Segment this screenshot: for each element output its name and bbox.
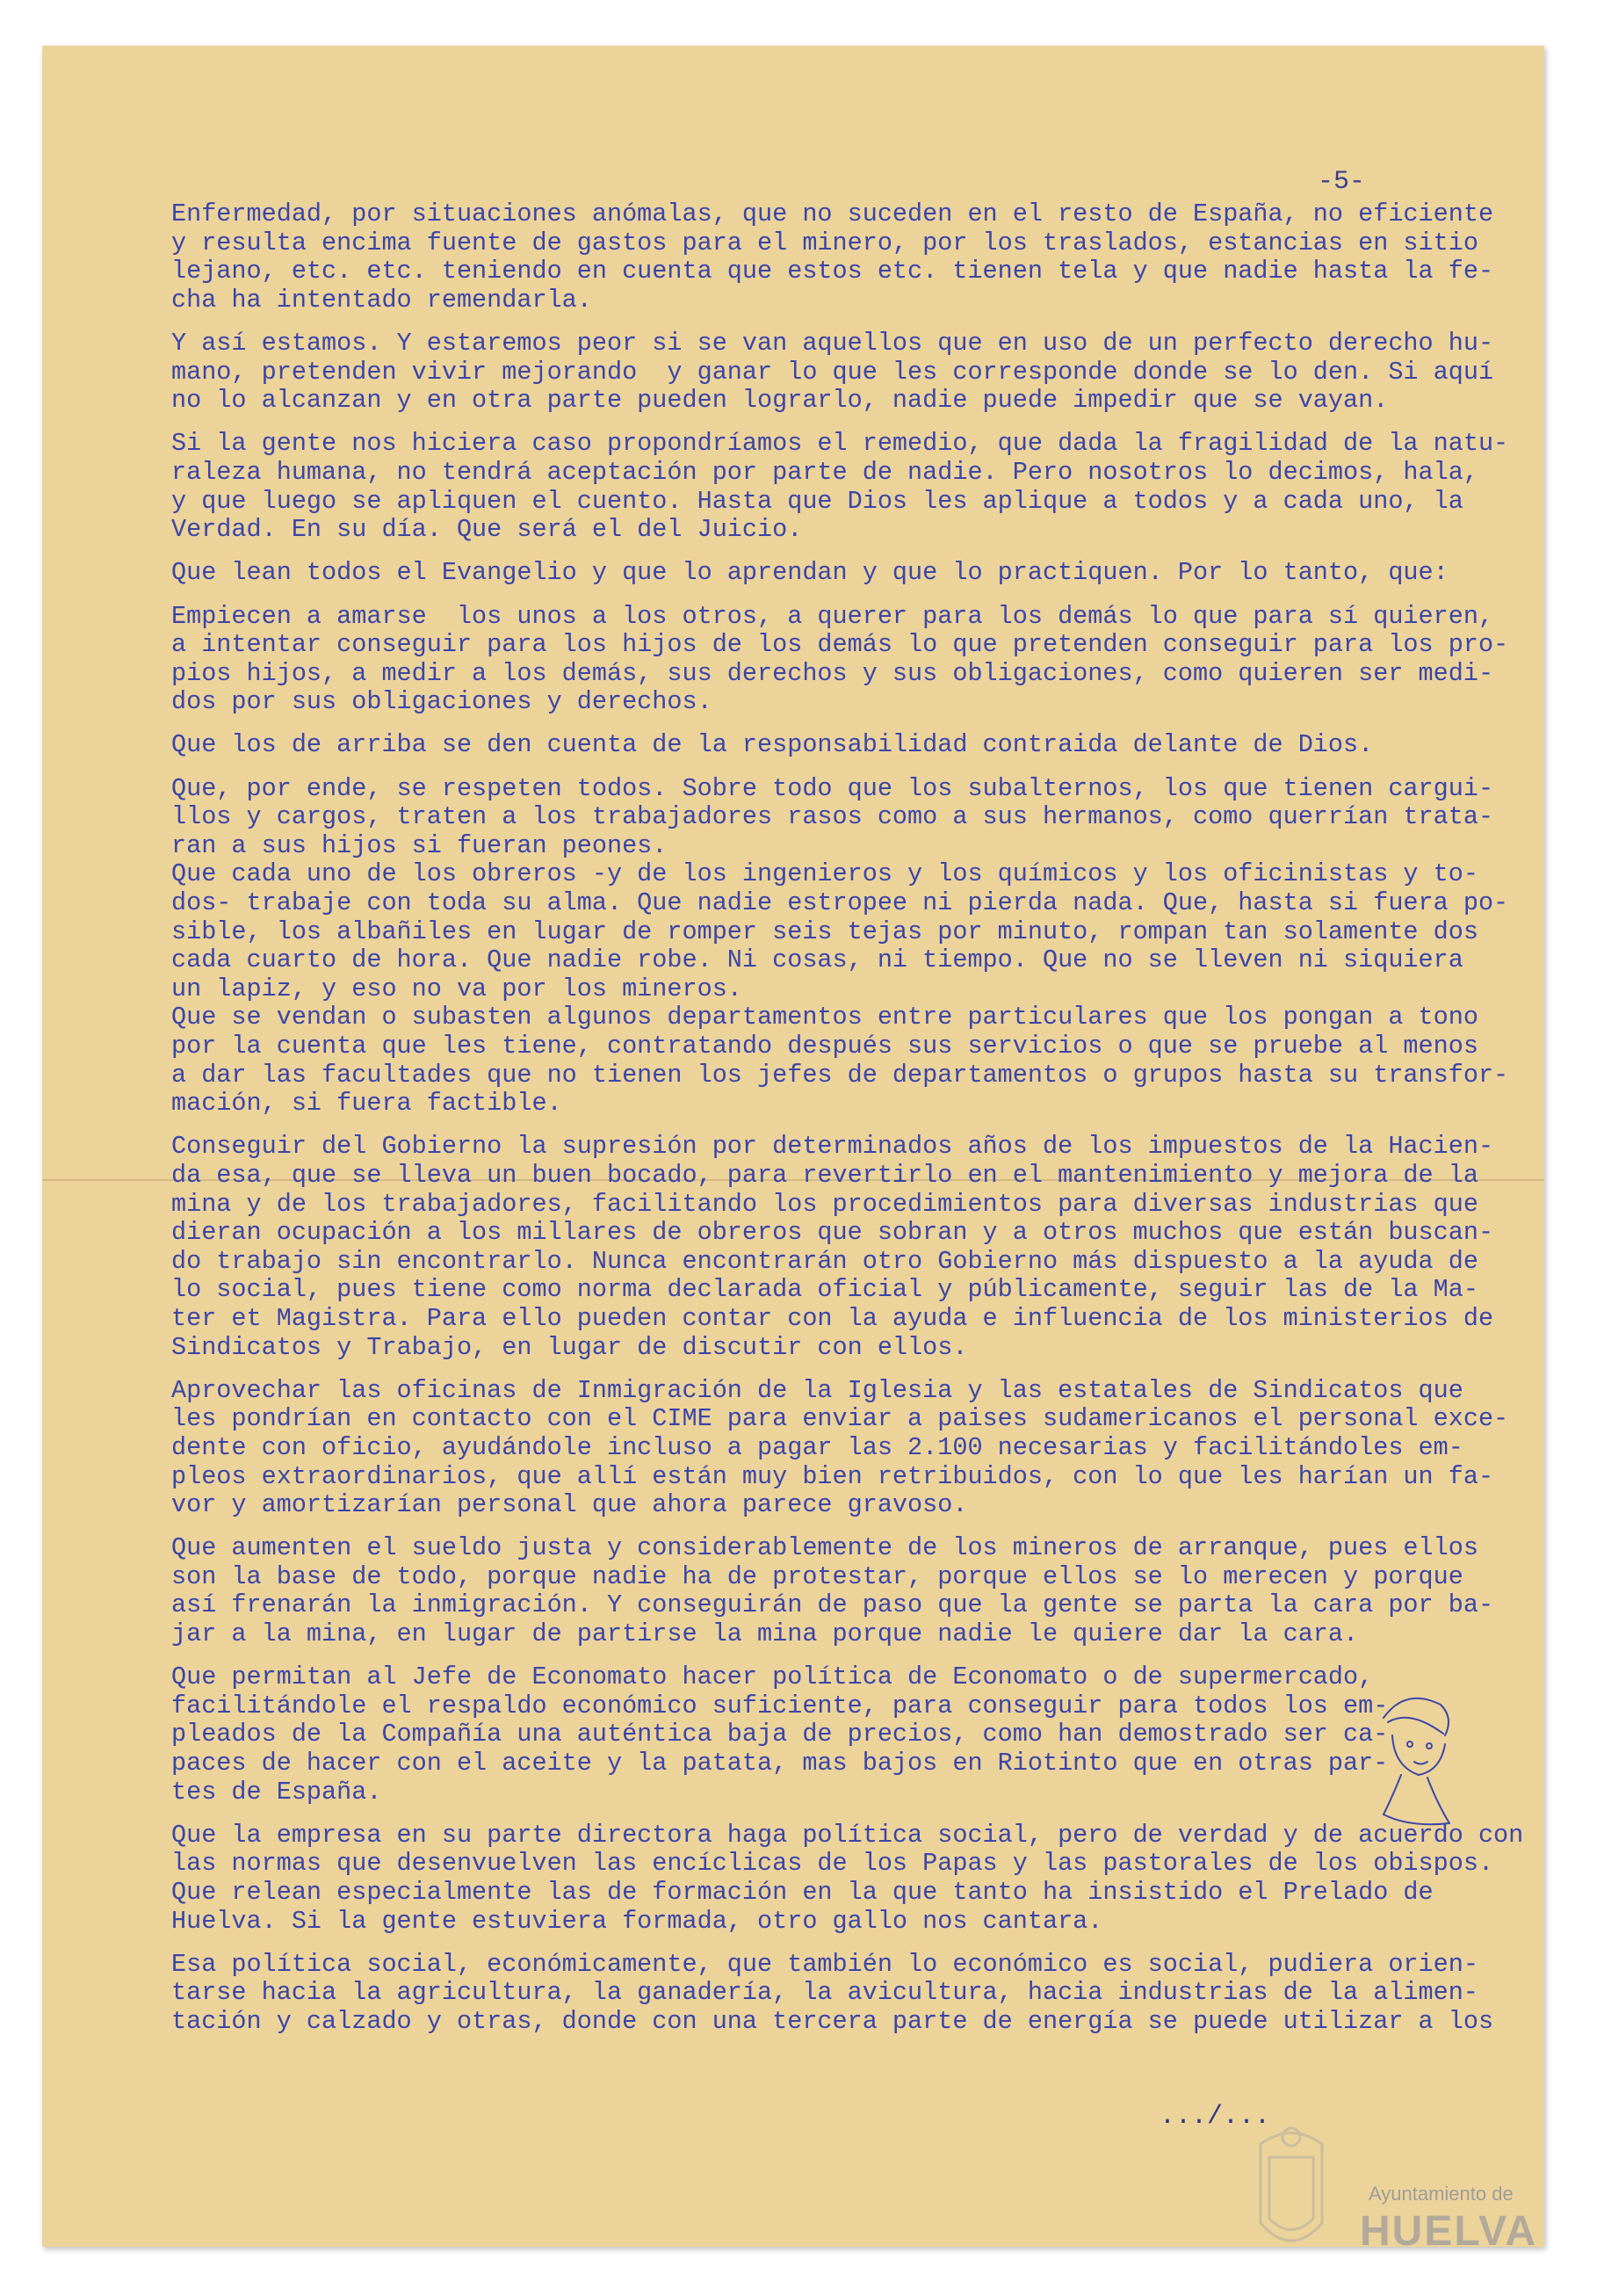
text-line: Que aumenten el sueldo justa y considerablemente de los mineros de arranque, pues ellos	[171, 1533, 1478, 1563]
typed-letter-body	[171, 199, 1524, 2051]
text-line: son la base de todo, porque nadie ha de protestar, porque ellos se lo merecen y porque	[171, 1561, 1463, 1591]
text-line: Que se vendan o subasten algunos departamentos entre particulares que los pongan a tono	[171, 1003, 1478, 1032]
text-line: mación, si fuera factible.	[171, 1089, 562, 1119]
paragraph	[171, 1533, 1494, 1649]
watermark-line2: HUELVA	[1360, 2208, 1538, 2255]
paragraph	[171, 1663, 1463, 1807]
text-line: raleza humana, no tendrá aceptación por parte de nadie. Pero nosotros lo decimos, hala,	[171, 457, 1478, 487]
text-line: a dar las facultades que no tienen los jefes de departamentos o grupos hasta su transfor-	[171, 1060, 1509, 1090]
text-line: cada cuarto de hora. Que nadie robe. Ni cosas, ni tiempo. Que no se lleven ni siquiera	[171, 945, 1463, 975]
text-line: Y así estamos. Y estaremos peor si se van aquellos que en uso de un perfecto derecho hu-	[171, 328, 1494, 358]
paragraph	[171, 559, 1463, 588]
text-line: cha ha intentado remendarla.	[171, 285, 592, 315]
doodle-figure-sketch	[1357, 1683, 1463, 1841]
paragraph	[171, 859, 1509, 1003]
text-line: Que relean especialmente las de formación en la que tanto ha insistido el Prelado de	[171, 1878, 1434, 1907]
text-line: dente con oficio, ayudándole incluso a pagar las 2.100 necesarias y facilitándoles em-	[171, 1432, 1463, 1462]
paragraph	[171, 1003, 1509, 1119]
text-line: Que lean todos el Evangelio y que lo aprendan y que lo practiquen. Por lo tanto, que:	[171, 558, 1449, 588]
text-line: ter et Magistra. Para ello pueden contar con la ayuda e influencia de los ministerios de	[171, 1303, 1494, 1333]
text-line: dieran ocupación a los millares de obreros que sobran y a otros muchos que están buscan-	[171, 1218, 1494, 1248]
text-line: les pondrían en contacto con el CIME para enviar a paises sudamericanos el personal exce-	[171, 1404, 1509, 1434]
text-line: Conseguir del Gobierno la supresión por determinados años de los impuestos de la Hacien-	[171, 1132, 1494, 1162]
text-line: dos por sus obligaciones y derechos.	[171, 687, 712, 717]
paragraph	[171, 1132, 1494, 1362]
text-line: así frenarán la inmigración. Y conseguirán de paso que la gente se parta la cara por ba-	[171, 1590, 1494, 1620]
text-line: mina y de los trabajadores, facilitando los procedimientos para diversas industrias que	[171, 1189, 1478, 1219]
text-line: Huelva. Si la gente estuviera formada, otro gallo nos cantara.	[171, 1906, 1103, 1936]
paragraph	[171, 1375, 1509, 1520]
text-line: las normas que desenvuelven las encíclicas de los Papas y las pastorales de los obispos.	[171, 1849, 1494, 1879]
text-line: lo social, pues tiene como norma declarada oficial y públicamente, seguir las de la Ma-	[171, 1275, 1478, 1305]
text-line: Enfermedad, por situaciones anómalas, que no suceden en el resto de España, no eficiente	[171, 199, 1494, 228]
text-line: Que permitan al Jefe de Economato hacer política de Economato o de supermercado,	[171, 1662, 1374, 1692]
paragraph	[171, 1949, 1494, 2037]
text-line: vor y amortizarían personal que ahora parece gravoso.	[171, 1490, 968, 1520]
watermark-line1: Ayuntamiento de	[1369, 2183, 1514, 2205]
text-line: do trabajo sin encontrarlo. Nunca encontrarán otro Gobierno más dispuesto a la ayuda de	[171, 1246, 1478, 1276]
text-line: pleos extraordinarios, que allí están muy bien retribuidos, con lo que les harían un fa-	[171, 1461, 1494, 1491]
text-line: da esa, que se lleva un buen bocado, para revertirlo en el mantenimiento y mejora de la	[171, 1160, 1478, 1190]
text-line: tarse hacia la agricultura, la ganadería, la avicultura, hacia industrias de la alimen-	[171, 1978, 1478, 2008]
text-line: tación y calzado y otras, donde con una tercera parte de energía se puede utilizar a los	[171, 2006, 1494, 2036]
paragraph	[171, 1820, 1524, 1936]
paragraph	[171, 731, 1463, 760]
text-line: Que los de arriba se den cuenta de la responsabilidad contraida delante de Dios.	[171, 730, 1374, 760]
text-line: pios hijos, a medir a los demás, sus derechos y sus obligaciones, como quieren ser medi-	[171, 658, 1494, 688]
text-line: Que cada uno de los obreros -y de los ingenieros y los químicos y los oficinistas y to-	[171, 859, 1478, 889]
paragraph	[171, 429, 1509, 545]
continuation-mark: .../...	[1160, 2102, 1271, 2132]
paragraph	[171, 601, 1509, 717]
text-line: y resulta encima fuente de gastos para el minero, por los traslados, estancias en sitio	[171, 228, 1478, 257]
text-line: facilitándole el respaldo económico suficiente, para conseguir para todos los em-	[171, 1691, 1389, 1720]
text-line: ran a sus hijos si fueran peones.	[171, 830, 668, 860]
text-line: Sindicatos y Trabajo, en lugar de discutir con ellos.	[171, 1332, 968, 1362]
page-number: -5-	[1318, 167, 1366, 197]
text-line: mano, pretenden vivir mejorando y ganar lo que les corresponde donde se lo den. Si aquí	[171, 357, 1494, 387]
text-line: sible, los albañiles en lugar de romper seis tejas por minuto, rompan tan solamente dos	[171, 916, 1478, 946]
text-line: Que, por ende, se respeten todos. Sobre todo que los subalternos, los que tienen cargui-	[171, 773, 1494, 803]
text-line: jar a la mina, en lugar de partirse la mina porque nadie le quiere dar la cara.	[171, 1619, 1359, 1649]
text-line: llos y cargos, traten a los trabajadores rasos como a sus hermanos, como querrían trata-	[171, 802, 1494, 832]
text-line: un lapiz, y eso no va por los mineros.	[171, 974, 742, 1003]
paragraph	[171, 328, 1494, 416]
text-line: Aprovechar las oficinas de Inmigración de la Iglesia y las estatales de Sindicatos que	[171, 1375, 1463, 1405]
text-line: Empiecen a amarse los unos a los otros, a querer para los demás lo que para sí quieren,	[171, 601, 1494, 631]
text-line: Verdad. En su día. Que será el del Juicio.	[171, 515, 803, 545]
text-line: dos- trabaje con toda su alma. Que nadie estropee ni pierda nada. Que, hasta si fuera po-	[171, 888, 1509, 918]
text-line: por la cuenta que les tiene, contratando después sus servicios o que se pruebe al menos	[171, 1032, 1478, 1061]
text-line: pleados de la Compañía una auténtica baja de precios, como han demostrado ser ca-	[171, 1720, 1389, 1749]
text-line: lejano, etc. etc. teniendo en cuenta que estos etc. tienen tela y que nadie hasta la fe-	[171, 257, 1494, 286]
paragraph	[171, 199, 1494, 315]
text-line: Si la gente nos hiciera caso propondríamos el remedio, que dada la fragilidad de la natu-	[171, 429, 1509, 459]
paragraph	[171, 773, 1494, 861]
text-line: Que la empresa en su parte directora haga política social, pero de verdad y de acuerdo con	[171, 1820, 1524, 1850]
text-line: Esa política social, económicamente, que también lo económico es social, pudiera orien-	[171, 1949, 1478, 1979]
text-line: tes de España.	[171, 1777, 382, 1807]
text-line: a intentar conseguir para los hijos de los demás lo que pretenden conseguir para los pro-	[171, 630, 1509, 660]
text-line: paces de hacer con el aceite y la patata, mas bajos en Riotinto que en otras par-	[171, 1749, 1389, 1778]
text-line: no lo alcanzan y en otra parte pueden lograrlo, nadie puede impedir que se vayan.	[171, 386, 1389, 416]
text-line: y que luego se apliquen el cuento. Hasta que Dios les aplique a todos y a cada uno, la	[171, 486, 1463, 516]
